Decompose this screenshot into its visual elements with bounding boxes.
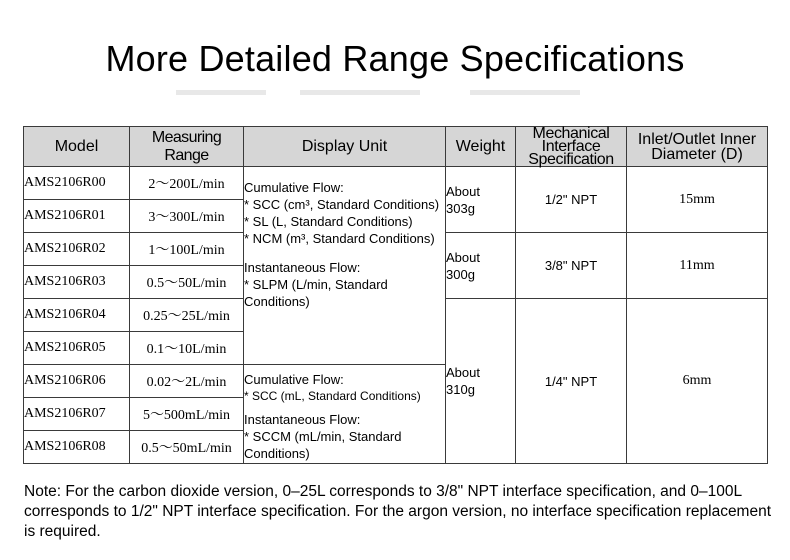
model-cell: AMS2106R07 [24, 398, 130, 431]
header-diameter-line1: Inlet/Outlet Inner [637, 130, 757, 148]
header-weight: Weight [446, 127, 516, 167]
header-interface-line1: Mechanical Interface [532, 125, 610, 155]
header-display-unit: Display Unit [244, 127, 446, 167]
unit-item: * SCCM (mL/min, Standard Conditions) [244, 429, 402, 461]
weight-line2: 303g [446, 200, 475, 216]
unit-item: * SL (L, Standard Conditions) [244, 214, 413, 229]
weight-line1: About [446, 249, 480, 265]
range-cell: 0.1～10L/min [130, 332, 244, 365]
weight-line2: 310g [446, 382, 475, 397]
model-cell: AMS2106R05 [24, 332, 130, 365]
interface-cell: 1/2" NPT [516, 167, 627, 233]
table-header-row [24, 127, 768, 167]
range-cell: 0.02～2L/min [130, 365, 244, 398]
model-cell: AMS2106R00 [24, 167, 130, 200]
display-unit-cell [244, 365, 446, 464]
model-cell: AMS2106R02 [24, 233, 130, 266]
model-cell: AMS2106R03 [24, 266, 130, 299]
range-cell: 0.5～50mL/min [130, 431, 244, 464]
unit-item: * SCC (cm³, Standard Conditions) [244, 197, 440, 212]
interface-cell: 3/8" NPT [516, 233, 627, 299]
page-title: More Detailed Range Specifications [105, 38, 685, 79]
header-measuring-range: Measuring Range [130, 127, 244, 167]
unit-cumulative-title: Cumulative Flow: [244, 372, 344, 387]
interface-cell: 1/4" NPT [516, 299, 627, 464]
header-diameter-line2: Diameter (D) [651, 145, 743, 163]
faint-divider [470, 90, 580, 95]
footnote: Note: For the carbon dioxide version, 0–25L corresponds to 3/8" NPT interface specification, and 0–100L corresponds to 1/2" NPT interface specification. For the argon version, no interface specification replacement is required. [24, 483, 772, 540]
weight-line2: 300g [446, 266, 475, 282]
display-unit-cell [244, 167, 446, 365]
header-mechanical-interface [516, 127, 627, 167]
header-interface-line2: Specification [528, 151, 614, 168]
faint-divider [300, 90, 420, 95]
weight-cell [446, 233, 516, 299]
unit-instant-title: Instantaneous Flow: [244, 260, 361, 275]
diameter-cell: 11mm [627, 233, 768, 299]
range-cell: 0.25～25L/min [130, 299, 244, 332]
header-model: Model [24, 127, 130, 167]
unit-instant-title: Instantaneous Flow: [244, 412, 361, 427]
unit-spacer [244, 247, 445, 259]
range-cell: 5～500mL/min [130, 398, 244, 431]
range-cell: 0.5～50L/min [130, 266, 244, 299]
diameter-cell: 15mm [627, 167, 768, 233]
model-cell: AMS2106R01 [24, 200, 130, 233]
weight-cell [446, 299, 516, 464]
unit-item: * SLPM (L/min, Standard Conditions) [244, 277, 388, 309]
weight-cell [446, 167, 516, 233]
model-cell: AMS2106R04 [24, 299, 130, 332]
unit-item: * NCM (m³, Standard Conditions) [244, 231, 435, 246]
weight-line1: About [446, 183, 480, 199]
diameter-cell: 6mm [627, 299, 768, 464]
model-cell: AMS2106R08 [24, 431, 130, 464]
range-cell: 2～200L/min [130, 167, 244, 200]
table-row [24, 167, 768, 200]
header-inner-diameter [627, 127, 768, 167]
range-cell: 3～300L/min [130, 200, 244, 233]
weight-line1: About [446, 365, 480, 380]
model-cell: AMS2106R06 [24, 365, 130, 398]
faint-divider [176, 90, 266, 95]
spec-table [23, 126, 768, 464]
unit-cumulative-title: Cumulative Flow: [244, 180, 344, 195]
range-cell: 1～100L/min [130, 233, 244, 266]
unit-item: * SCC (mL, Standard Conditions) [244, 389, 421, 403]
